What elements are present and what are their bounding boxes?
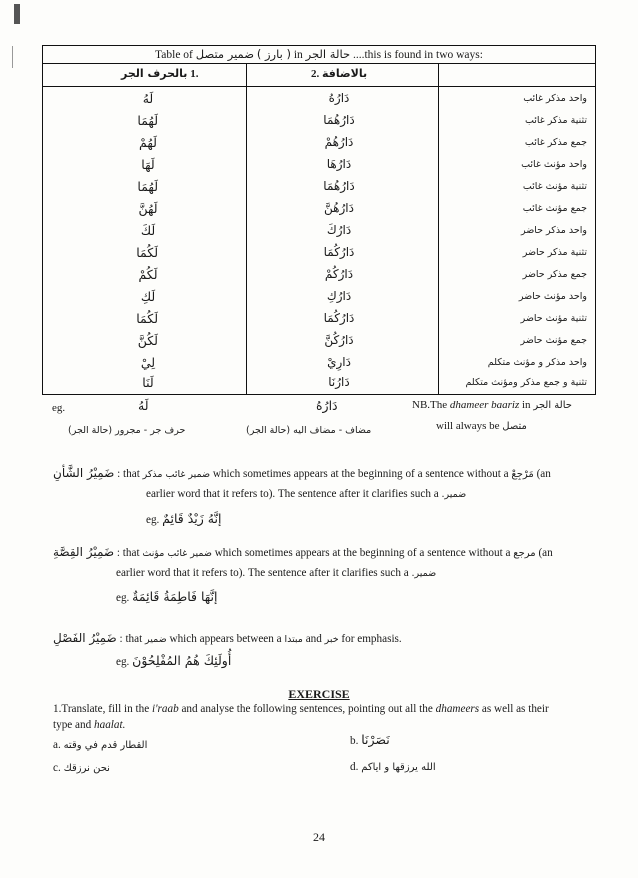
nb-note: NB.The dhameer baariz in حالة الجر [412,399,572,411]
table-row: لَهُ دَارُهُ واحد مذكر غائب [142,91,587,106]
exercise-item-d: d. الله يرزقها و اياكم [350,761,436,773]
caption-1: حرف جر - مجرور (حالة الجر) [68,425,186,436]
exercise-item-a: a. القطار قدم في وقته [53,739,148,751]
qissah-line2: earlier word that it refers to). The sentence after it clarifies such a ضمير. [116,567,437,579]
col1-header: بالحرف الجر 1. [121,67,199,80]
scan-artifact [14,4,20,24]
pronoun-table [42,45,596,395]
table-body [43,87,595,394]
column-divider-1 [246,64,247,86]
table-row: لِيْ دَارِيْ واحد مذكر و مؤنث متكلم [140,355,587,370]
exercise-item-c: c. نحن نرزقك [53,762,110,774]
table-row: لَهُمَا دَارُهُمَا تثنية مؤنث غائب [137,179,587,194]
table-row: لَكِ دَارُكِ واحد مؤنث حاضر [140,289,587,304]
table-row: لَهَا دَارُهَا واحد مؤنث غائب [141,157,587,172]
eg-label: eg. [52,402,66,414]
eg2-arabic: دَارُهُ [316,398,338,413]
exercise-line1: 1.Translate, fill in the i'raab and analyse the following sentences, pointing out all the dhameers as well as their [53,703,549,715]
exercise-title: EXERCISE [288,687,350,701]
table-row: لَكُمَا دَارُكُمَا تثنية مذكر حاضر [136,245,587,260]
col2-header: 2. بالاضافة [311,67,368,80]
shan-example: eg. إنَّهُ زَيْدٌ قَائِمٌ [146,511,222,526]
nb-line2: will always be متصل [436,420,527,432]
qissah-term: ضَمِيْرُ القِصَّةِ [53,545,115,559]
header-in: in [293,49,303,61]
table-header [43,46,595,64]
qissah-example: eg. إنَّهَا فَاطِمَةُ قَائِمَةٌ [116,589,218,604]
page-number: 24 [313,830,325,844]
shan-term: ضَمِيْرُ الشَّأنِ [53,466,115,480]
table-row: لَكُمَا دَارُكُمَا تثنية مؤنث حاضر [136,311,587,326]
header-ar2: ( بارز ) [256,47,291,61]
qissah-line1: ضَمِيْرُ القِصَّةِ : that ضمير غائب مؤنث which sometimes appears at the beginning of a sentence without a مرجع (an [53,545,553,559]
header-ar1: ضمير متصل [195,47,254,61]
table-row: لَهُنَّ دَارُهُنَّ جمع مؤنث غائب [138,201,587,216]
fasl-term: ضَمِيْرُ الفَصْلِ [53,631,117,645]
column-divider-2 [438,64,439,86]
column-header-row [43,64,595,87]
table-row: لَنَا دَارُنَا تثنية و جمع مذكر ومؤنث متكلم [142,375,587,390]
table-row: لَكُمْ دَارُكُمْ جمع مذكر حاضر [138,267,587,282]
fasl-example: eg. أُولَئِكَ هُمُ المُفْلِحُوْنَ [116,653,232,668]
header-suffix: ....this is found in two ways: [352,49,483,61]
header-ar3: حالة الجر [305,47,351,61]
table-row: لَكَ دَارُكَ واحد مذكر حاضر [140,223,587,238]
exercise-line2: type and haalat. [53,719,126,731]
exercise-item-b: b. نَصَرْنَا [350,732,390,747]
caption-2: مضاف - مضاف اليه (حالة الجر) [246,425,372,436]
table-row: لَكُنَّ دَارُكُنَّ جمع مؤنث حاضر [137,333,587,348]
eg1-arabic: لَهُ [138,398,149,413]
header-prefix: Table of [155,49,193,61]
scan-artifact-2 [12,46,17,68]
shan-line1: ضَمِيْرُ الشَّأنِ : that ضمير غائب مذكر which sometimes appears at the beginning of a sentence without a مَرْجِعْ (an [53,466,551,480]
table-row: لَهُمَا دَارُهُمَا تثنية مذكر غائب [137,113,587,128]
fasl-line1: ضَمِيْرُ الفَصْلِ : that ضمير which appears between a مبتدا and خبر for emphasis. [53,631,402,645]
shan-line2: earlier word that it refers to). The sentence after it clarifies such a ضمير. [146,488,467,500]
table-row: لَهُمْ دَارُهُمْ جمع مذكر غائب [139,135,587,150]
